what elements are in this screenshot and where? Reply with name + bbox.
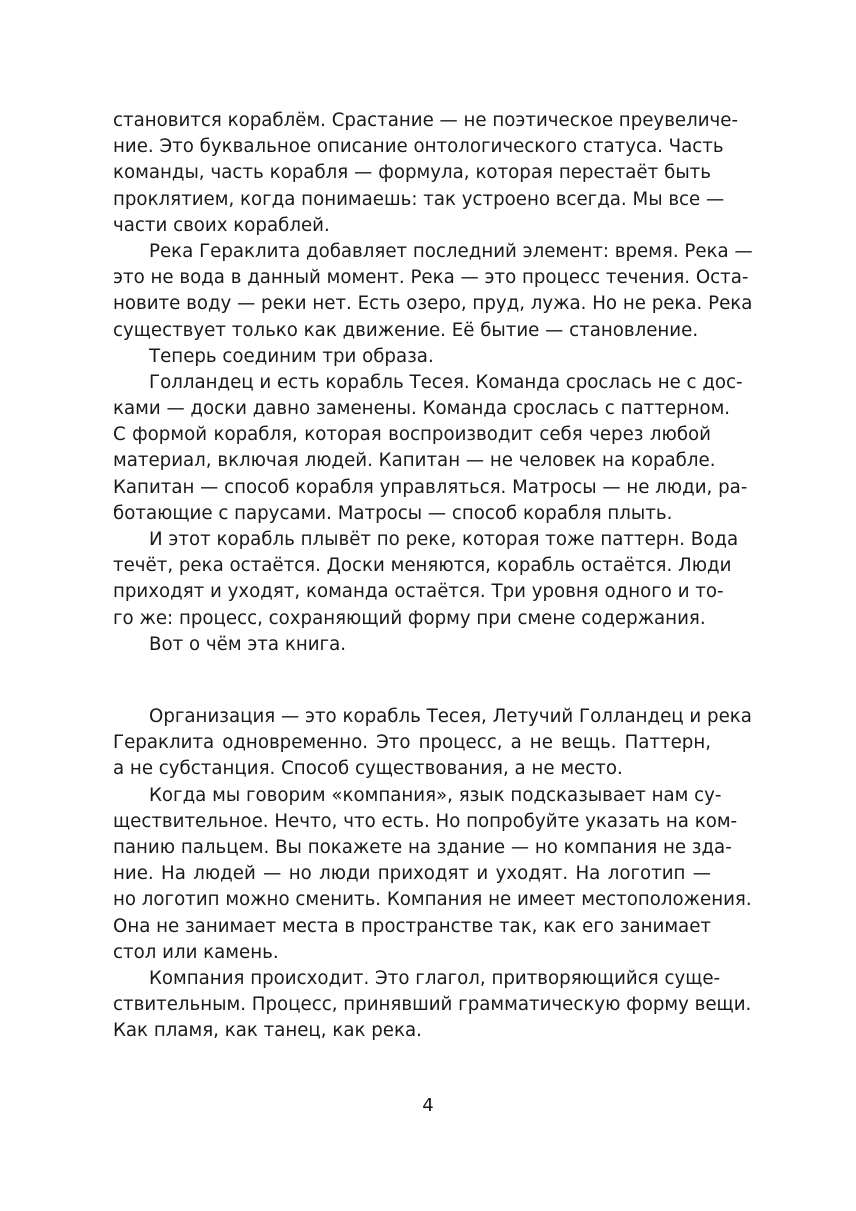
text-line: Компания происходит. Это глагол, притворяющийся суще- (149, 967, 721, 989)
text-line: Капитан — способ корабля управляться. Матросы — не люди, ра- (113, 476, 748, 498)
text-line: ками — доски давно заменены. Команда срослась с паттерном. (113, 398, 731, 420)
text-line: ботающие с парусами. Матросы — способ корабля плыть. (113, 502, 673, 524)
text-line: Она не занимает места в пространстве так, как его занимает (113, 915, 711, 937)
text-line: а не субстанция. Способ существования, а не место. (113, 758, 623, 780)
text-line: ние. Это буквальное описание онтологического статуса. Часть (113, 136, 724, 158)
text-line: это не вода в данный момент. Река — это процесс течения. Оста- (113, 267, 749, 289)
page-number: 4 (422, 1095, 434, 1116)
text-line: ние. На людей — но люди приходят и уходят. На логотип — (113, 863, 711, 885)
text-line: Теперь соединим три образа. (149, 345, 434, 367)
text-line: Голландец и есть корабль Тесея. Команда срослась не с дос- (149, 371, 743, 393)
text-line: Как пламя, как танец, как река. (113, 1020, 422, 1042)
text-line: С формой корабля, которая воспроизводит себя через любой (113, 424, 711, 446)
text-line: Вот о чём эта книга. (149, 633, 347, 655)
text-line: Гераклита одновременно. Это процесс, а не вещь. Паттерн, (113, 732, 711, 754)
text-line: приходят и уходят, команда остаётся. Три уровня одного и то- (113, 581, 724, 603)
text-line: новите воду — реки нет. Есть озеро, пруд, лужа. Но не река. Река (113, 293, 753, 315)
text-line: но логотип можно сменить. Компания не имеет местоположения. (113, 889, 752, 911)
text-line: Когда мы говорим «компания», язык подсказывает нам су- (149, 784, 722, 806)
text-section-2 (113, 704, 752, 1044)
text-line: Река Гераклита добавляет последний элемент: время. Река — (149, 240, 753, 262)
text-line: становится кораблём. Срастание — не поэтическое преувеличе- (113, 110, 739, 131)
text-line: материал, включая людей. Капитан — не человек на корабле. (113, 450, 716, 472)
text-line: существует только как движение. Её бытие — становление. (113, 319, 699, 341)
text-line: части своих кораблей. (113, 214, 330, 236)
text-line: команды, часть корабля — формула, которая перестаёт быть (113, 162, 711, 184)
text-line: Организация — это корабль Тесея, Летучий Голландец и река (149, 706, 752, 727)
text-line: стол или камень. (113, 941, 279, 963)
text-line: ствительным. Процесс, принявший грамматическую форму вещи. (113, 994, 752, 1016)
text-line: го же: процесс, сохраняющий форму при смене содержания. (113, 607, 706, 629)
text-line: течёт, река остаётся. Доски меняются, корабль остаётся. Люди (113, 555, 732, 577)
text-section-1 (113, 108, 753, 658)
text-line: панию пальцем. Вы покажете на здание — но компания не зда- (113, 836, 732, 858)
text-line: И этот корабль плывёт по реке, которая тоже паттерн. Вода (149, 529, 739, 550)
text-line: ществительное. Нечто, что есть. Но попробуйте указать на ком- (113, 810, 738, 832)
text-line: проклятием, когда понимаешь: так устроено всегда. Мы все — (113, 188, 725, 210)
